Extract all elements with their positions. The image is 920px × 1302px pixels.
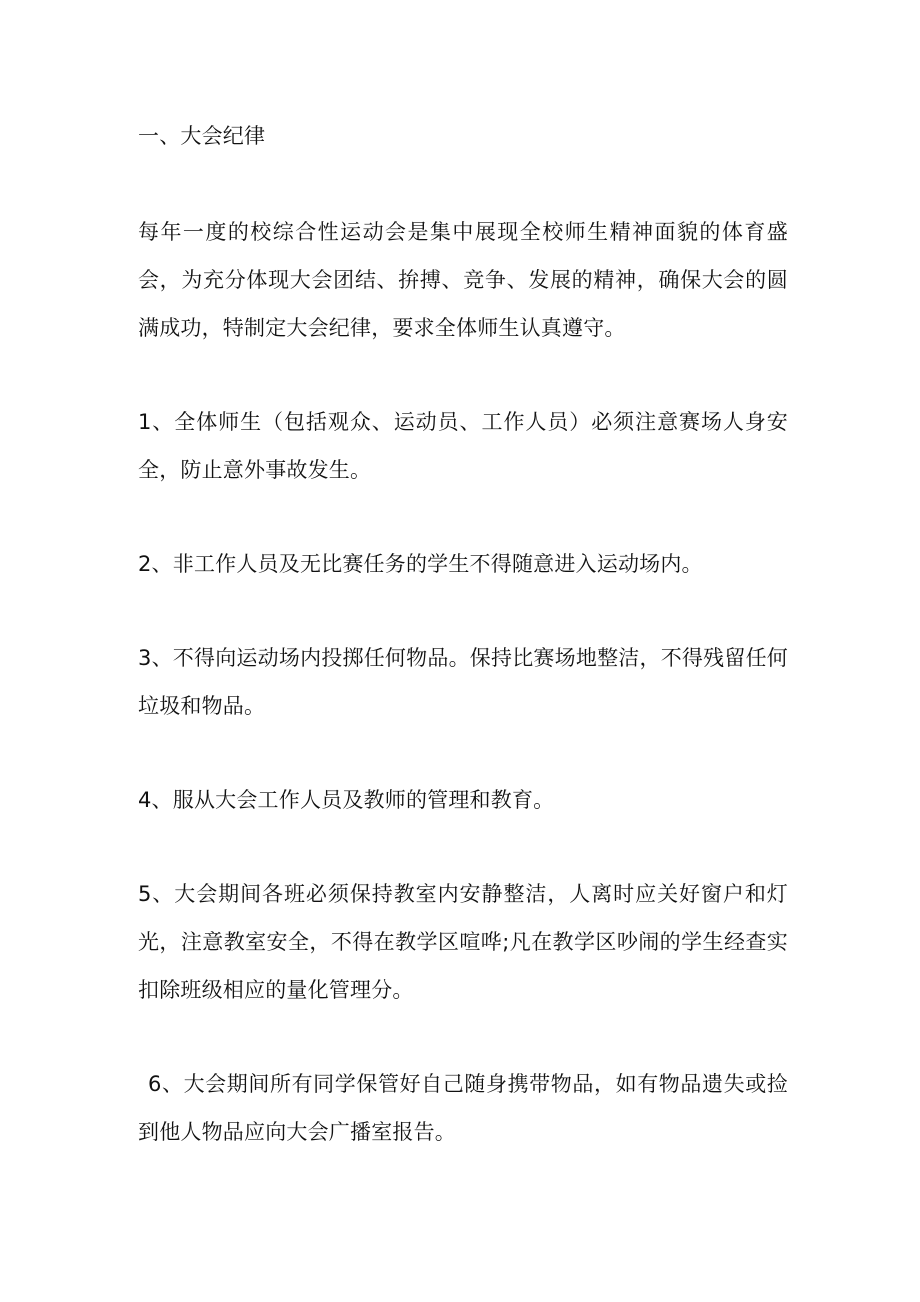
intro-paragraph: 每年一度的校综合性运动会是集中展现全校师生精神面貌的体育盛会，为充分体现大会团结、拚搏、竞争、发展的精神，确保大会的圆满成功，特制定大会纪律，要求全体师生认真遵守。 (138, 220, 788, 340)
rule-6: 6、大会期间所有同学保管好自己随身携带物品，如有物品遗失或捡到他人物品应向大会广播室报告。 (138, 1072, 788, 1144)
rule-5: 5、大会期间各班必须保持教室内安静整洁，人离时应关好窗户和灯光，注意教室安全，不得在教学区喧哗;凡在教学区吵闹的学生经查实扣除班级相应的量化管理分。 (138, 882, 788, 1002)
document-content (138, 112, 788, 1156)
section-heading: 一、大会纪律 (138, 124, 266, 148)
rule-1: 1、全体师生（包括观众、运动员、工作人员）必须注意赛场人身安全，防止意外事故发生。 (138, 410, 788, 482)
rule-2: 2、非工作人员及无比赛任务的学生不得随意进入运动场内。 (138, 552, 703, 576)
rule-4: 4、服从大会工作人员及教师的管理和教育。 (138, 788, 555, 812)
rule-3: 3、不得向运动场内投掷任何物品。保持比赛场地整洁，不得残留任何垃圾和物品。 (138, 646, 788, 718)
